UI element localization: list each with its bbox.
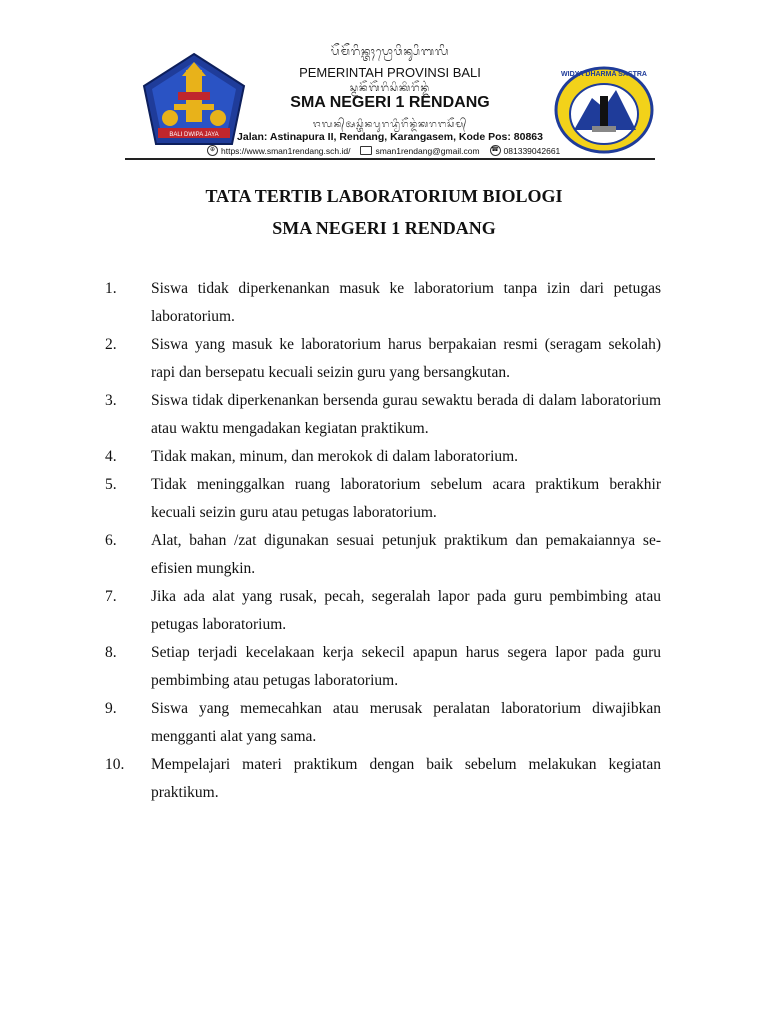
rule-number: 4. — [105, 448, 117, 465]
phone-icon: ☎ — [490, 145, 501, 156]
list-item — [105, 471, 661, 527]
mail-icon — [360, 146, 372, 155]
rule-number: 10. — [105, 756, 125, 773]
letterhead-divider — [125, 158, 655, 160]
government-name: PEMERINTAH PROVINSI BALI — [299, 65, 481, 80]
phone-contact — [490, 145, 561, 156]
school-motto: WIDYA DHARMA SASTRA — [561, 71, 647, 78]
balinese-script-line-2: ᬲ᭄ᬫᬦᭂᬕᭂᬭᬶᬲᬶᬓᬶᬭᭂᬦ᭄ᬤᬂ — [349, 83, 431, 94]
document-subtitle: SMA NEGERI 1 RENDANG — [272, 218, 496, 238]
balinese-script-line-1: ᬧᭂᬫᭂᬭᬶᬦ᭄ᬢᬄᬧ᭄ᬭᭀᬯᬶᬦ᭄ᬲᬶᬩᬮᬶ — [330, 45, 450, 58]
phone-number: 081339042661 — [503, 145, 561, 156]
list-item — [105, 275, 661, 331]
email-link[interactable]: sman1rendang@gmail.com — [375, 145, 480, 156]
list-item — [105, 443, 661, 471]
rule-text: Jika ada alat yang rusak, pecah, segeralah lapor pada guru pembimbing atau petugas laboratorium. — [151, 588, 661, 633]
list-item — [105, 695, 661, 751]
document-title: TATA TERTIB LABORATORIUM BIOLOGI — [205, 186, 563, 206]
rule-number: 3. — [105, 392, 117, 409]
rules-list — [105, 275, 661, 807]
rule-text: Siswa tidak diperkenankan masuk ke laboratorium tanpa izin dari petugas laboratorium. — [151, 280, 661, 325]
rule-text: Siswa yang masuk ke laboratorium harus berpakaian resmi (seragam sekolah) rapi dan bersepatu kecuali seizin guru yang bersangkutan. — [151, 336, 661, 381]
rule-text: Siswa yang memecahkan atau merusak peralatan laboratorium diwajibkan mengganti alat yang sama. — [151, 700, 661, 745]
contact-line — [207, 145, 560, 156]
list-item — [105, 527, 661, 583]
list-item — [105, 583, 661, 639]
balinese-script-line-3: ᬚᬮᬦ᭄ᬅᬲ᭄ᬢᬶᬦᬧᬸᬭᬤ᭄ᬯᬶᬭᭂᬦ᭄ᬤᬂᬓᬭᬗᬲᭂᬫ᭄ — [312, 120, 468, 130]
list-item — [105, 639, 661, 695]
bali-province-emblem-icon — [140, 52, 248, 152]
list-item — [105, 331, 661, 387]
rule-number: 5. — [105, 476, 117, 493]
globe-icon: ⊕ — [207, 145, 218, 156]
rule-text: Siswa tidak diperkenankan bersenda gurau sewaktu berada di dalam laboratorium atau waktu mengadakan kegiatan praktikum. — [151, 392, 661, 437]
email-contact[interactable] — [360, 146, 479, 156]
list-item — [105, 751, 661, 807]
rule-number: 9. — [105, 700, 117, 717]
rule-number: 1. — [105, 280, 117, 297]
emblem-motto: BALI DWIPA JAYA — [169, 132, 219, 138]
rule-text: Tidak meninggalkan ruang laboratorium sebelum acara praktikum berakhir kecuali seizin guru atau petugas laboratorium. — [151, 476, 661, 521]
website-link[interactable]: https://www.sman1rendang.sch.id/ — [221, 145, 351, 156]
rule-number: 7. — [105, 588, 117, 605]
rule-text: Setiap terjadi kecelakaan kerja sekecil apapun harus segera lapor pada guru pembimbing atau petugas laboratorium. — [151, 644, 661, 689]
widya-dharma-sastra-school-emblem-icon — [552, 60, 656, 156]
rule-number: 6. — [105, 532, 117, 549]
rule-text: Tidak makan, minum, dan merokok di dalam laboratorium. — [151, 448, 519, 465]
rule-number: 2. — [105, 336, 117, 353]
list-item — [105, 387, 661, 443]
rule-number: 8. — [105, 644, 117, 661]
rule-text: Mempelajari materi praktikum dengan baik sebelum melakukan kegiatan praktikum. — [151, 756, 661, 801]
school-address: Jalan: Astinapura II, Rendang, Karangasem, Kode Pos: 80863 — [237, 131, 543, 143]
rule-text: Alat, bahan /zat digunakan sesuai petunjuk praktikum dan pemakaiannya se-efisien mungkin. — [151, 532, 661, 577]
school-name: SMA NEGERI 1 RENDANG — [290, 94, 490, 111]
